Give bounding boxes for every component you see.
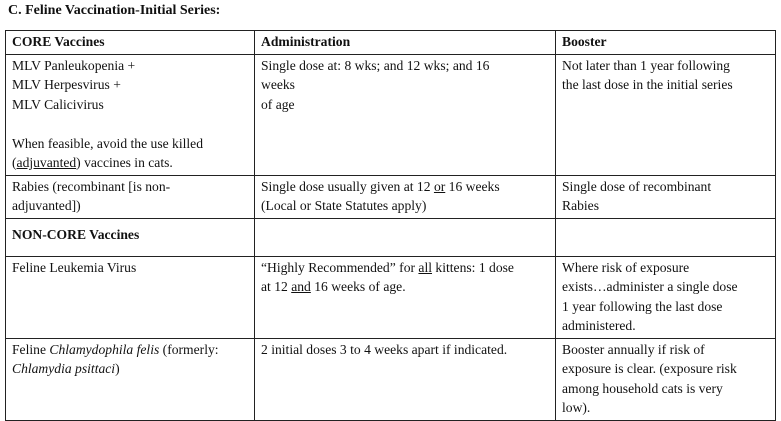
chlamydophila-species: Chlamydophila felis	[49, 341, 160, 357]
core-booster-line1: Not later than 1 year following	[562, 57, 730, 73]
core-admin-line1: Single dose at: 8 wks; and 12 wks; and 16	[261, 57, 490, 73]
column-header-vaccine: CORE Vaccines	[6, 31, 255, 55]
felv-booster-line3: 1 year following the last dose	[562, 298, 723, 314]
rabies-admin-underlined: or	[433, 178, 446, 194]
chlamydia-species: Chlamydia psittaci	[12, 361, 116, 376]
table-row-core	[6, 54, 776, 175]
rabies-vaccine-line2: adjuvanted])	[12, 198, 81, 213]
core-vaccine-1: MLV Panleukopenia +	[12, 57, 136, 73]
column-header-administration: Administration	[255, 31, 556, 55]
felv-booster-line2: exists…administer a single dose	[562, 279, 738, 294]
cell-chlamydophila-booster	[556, 338, 776, 420]
cell-noncore-heading-empty-2	[556, 218, 776, 256]
felv-booster-line1: Where risk of exposure	[562, 259, 690, 275]
rabies-admin-line1: Single dose usually given at 12 or 16 weeks	[261, 178, 500, 194]
cell-rabies-vaccine	[6, 175, 255, 218]
core-note-underlined: adjuvanted	[16, 155, 77, 170]
chlamydophila-booster-line3: among household cats is very	[562, 380, 723, 396]
felv-admin-underlined-and: and	[291, 279, 311, 294]
rabies-vaccine-line1: Rabies (recombinant [is non-	[12, 178, 171, 194]
chlamydophila-booster-line4: low).	[562, 400, 591, 415]
rabies-booster-line2: Rabies	[562, 198, 599, 213]
cell-core-administration	[255, 54, 556, 175]
core-admin-line2: weeks	[261, 77, 295, 92]
core-admin-line3: of age	[261, 96, 295, 112]
core-booster-line2: the last dose in the initial series	[562, 77, 733, 92]
table-row-rabies	[6, 175, 776, 218]
table-row-chlamydophila	[6, 338, 776, 420]
chlamydophila-vaccine-line2: Chlamydia psittaci)	[12, 361, 120, 376]
noncore-heading: NON-CORE Vaccines	[6, 218, 255, 256]
cell-noncore-heading-empty-1	[255, 218, 556, 256]
core-note-line1: When feasible, avoid the use killed	[12, 135, 204, 151]
cell-core-booster	[556, 54, 776, 175]
felv-admin-line2: at 12 and 16 weeks of age.	[261, 279, 406, 294]
cell-felv-administration	[255, 256, 556, 338]
felv-booster-line4: administered.	[562, 318, 636, 333]
chlamydophila-booster-line1: Booster annually if risk of	[562, 341, 705, 357]
cell-rabies-booster	[556, 175, 776, 218]
cell-rabies-administration	[255, 175, 556, 218]
cell-felv-vaccine: Feline Leukemia Virus	[6, 256, 255, 338]
table-header-row	[6, 31, 776, 55]
chlamydophila-booster-line2: exposure is clear. (exposure risk	[562, 361, 737, 376]
rabies-booster-line1: Single dose of recombinant	[562, 178, 712, 194]
section-heading: C. Feline Vaccination-Initial Series:	[8, 3, 221, 18]
table-row-felv	[6, 256, 776, 338]
cell-core-vaccines	[6, 54, 255, 175]
rabies-admin-line2: (Local or State Statutes apply)	[261, 198, 427, 213]
cell-felv-booster	[556, 256, 776, 338]
core-vaccine-3: MLV Calicivirus	[12, 96, 104, 112]
column-header-booster: Booster	[556, 31, 776, 55]
table-row-noncore-heading	[6, 218, 776, 256]
felv-admin-line1: “Highly Recommended” for all kittens: 1 dose	[261, 259, 514, 275]
cell-chlamydophila-administration: 2 initial doses 3 to 4 weeks apart if indicated.	[255, 338, 556, 420]
core-vaccine-2: MLV Herpesvirus +	[12, 77, 121, 92]
felv-admin-underlined-all: all	[418, 259, 433, 275]
core-note-line2: (adjuvanted) vaccines in cats.	[12, 155, 173, 170]
cell-chlamydophila-vaccine	[6, 338, 255, 420]
feline-vaccination-table	[5, 30, 776, 421]
chlamydophila-vaccine-line1: Feline Chlamydophila felis (formerly:	[12, 341, 219, 357]
